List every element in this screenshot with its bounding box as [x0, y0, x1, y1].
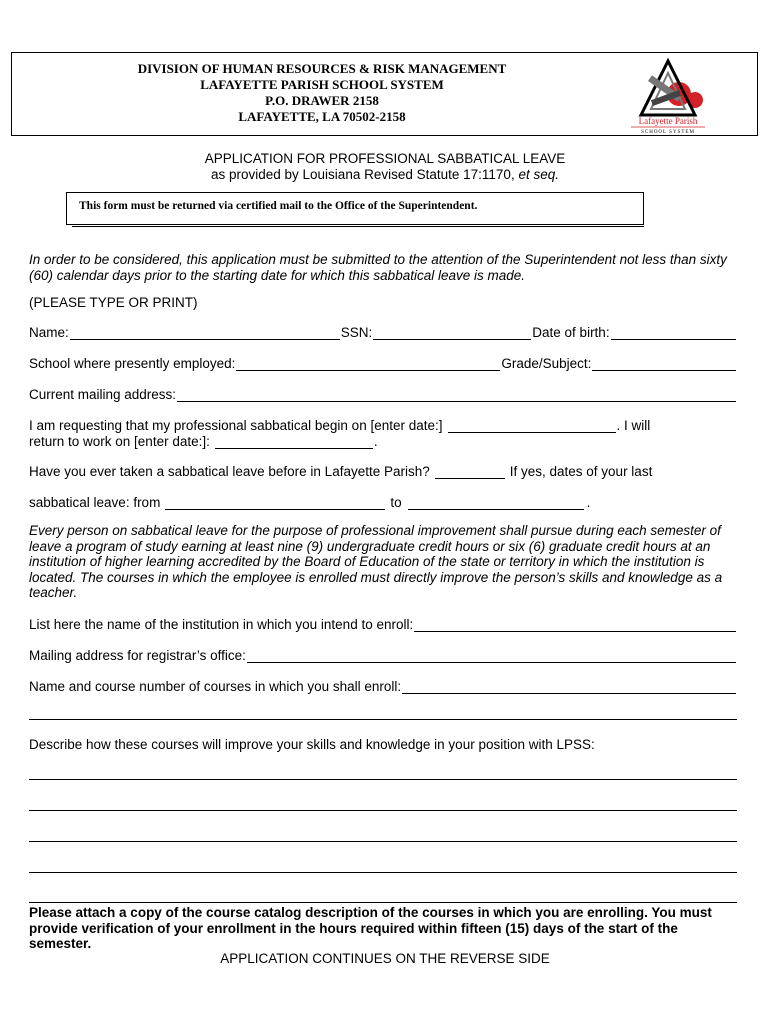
courses-extra-line[interactable] — [29, 719, 737, 720]
registrar-label: Mailing address for registrar’s office: — [29, 648, 246, 663]
ssn-label: SSN: — [340, 325, 373, 340]
return-date-label: return to work on [enter date:]: — [29, 434, 210, 449]
dob-label: Date of birth: — [532, 325, 610, 340]
ssn-input[interactable] — [373, 326, 531, 340]
grade-label: Grade/Subject: — [501, 356, 592, 371]
describe-line-1[interactable] — [29, 779, 737, 780]
courses-label: Name and course number of courses in which you shall enroll: — [29, 679, 402, 694]
request-return-row — [29, 431, 737, 449]
letterhead-box — [11, 52, 758, 136]
mailing-input[interactable] — [177, 388, 736, 402]
describe-line-3[interactable] — [29, 841, 737, 842]
mailing-row — [29, 384, 737, 402]
leave-dates-row — [29, 492, 737, 510]
letterhead-line-3: P.O. DRAWER 2158 — [265, 93, 379, 108]
print-instruction: (PLEASE TYPE OR PRINT) — [29, 295, 198, 310]
letterhead-text — [12, 61, 632, 125]
et-seq-text: et seq. — [518, 167, 559, 182]
leave-from-input[interactable] — [165, 496, 385, 510]
institution-label: List here the name of the institution in which you intend to enroll: — [29, 617, 414, 632]
notice-text: This form must be returned via certified mail to the Office of the Superintendent. — [79, 200, 478, 212]
name-label: Name: — [29, 325, 69, 340]
school-system-logo — [621, 57, 715, 135]
logo-emblem-icon — [621, 57, 715, 135]
name-input[interactable] — [70, 326, 340, 340]
registrar-row — [29, 645, 737, 663]
school-row — [29, 353, 737, 371]
school-input[interactable] — [236, 357, 500, 371]
prior-leave-input[interactable] — [435, 465, 505, 479]
describe-line-2[interactable] — [29, 810, 737, 811]
describe-label: Describe how these courses will improve your skills and knowledge in your position with LPSS: — [29, 737, 595, 752]
describe-line-5[interactable] — [29, 902, 737, 903]
policy-paragraph: Every person on sabbatical leave for the purpose of professional improvement shall pursue during each semester of leave a program of study earning at least nine (9) undergraduate credit hours or six (6) graduate credit hours at an institution of higher learning accredited by the Board of Education of the state or territory in which the institution is located. The courses in which the employee is enrolled must directly improve the person’s skills and knowledge as a teacher. — [29, 523, 723, 600]
institution-row — [29, 614, 737, 632]
statute-reference: as provided by Louisiana Revised Statute 17:1170, — [210, 167, 515, 182]
prior-leave-row — [29, 461, 737, 479]
logo-text: Lafayette Parish — [638, 116, 698, 126]
logo-subtext: SCHOOL SYSTEM — [641, 130, 695, 135]
intro-paragraph: In order to be considered, this application must be submitted to the attention of the Superintendent not less than sixty (60) calendar days prior to the starting date for which this sabbatical leave is made. — [29, 252, 727, 283]
institution-input[interactable] — [414, 618, 736, 632]
prior-dates-label: If yes, dates of your last — [509, 464, 653, 479]
return-period: . — [373, 434, 378, 449]
leave-from-label: sabbatical leave: from — [29, 495, 161, 510]
letterhead-line-2: LAFAYETTE PARISH SCHOOL SYSTEM — [200, 77, 444, 92]
leave-to-input[interactable] — [408, 496, 584, 510]
grade-input[interactable] — [592, 357, 736, 371]
leave-period: . — [586, 495, 591, 510]
certified-mail-notice — [66, 192, 644, 225]
school-label: School where presently employed: — [29, 356, 236, 371]
form-title: APPLICATION FOR PROFESSIONAL SABBATICAL LEAVE — [204, 151, 566, 166]
continues-note: APPLICATION CONTINUES ON THE REVERSE SIDE — [220, 951, 550, 966]
request-start-label: I am requesting that my professional sabbatical begin on [enter date:] — [29, 418, 443, 433]
leave-to-label: to — [390, 495, 402, 510]
describe-line-4[interactable] — [29, 872, 737, 873]
courses-row — [29, 676, 737, 694]
registrar-input[interactable] — [247, 649, 736, 663]
prior-leave-label: Have you ever taken a sabbatical leave before in Lafayette Parish? — [29, 464, 430, 479]
letterhead-line-4: LAFAYETTE, LA 70502-2158 — [238, 109, 406, 124]
attach-note: Please attach a copy of the course catalog description of the courses in which you are enrolling. You must provide verification of your enrollment in the hours required within fifteen (15) days of the start of the semester. — [29, 905, 712, 951]
form-subtitle — [0, 167, 770, 182]
return-date-input[interactable] — [215, 435, 373, 449]
mailing-label: Current mailing address: — [29, 387, 177, 402]
letterhead-line-1: DIVISION OF HUMAN RESOURCES & RISK MANAGEMENT — [137, 61, 507, 76]
request-will-text: . I will — [616, 418, 651, 433]
courses-input[interactable] — [402, 680, 736, 694]
dob-input[interactable] — [611, 326, 736, 340]
notice-underline — [72, 226, 644, 227]
name-row — [29, 322, 737, 340]
